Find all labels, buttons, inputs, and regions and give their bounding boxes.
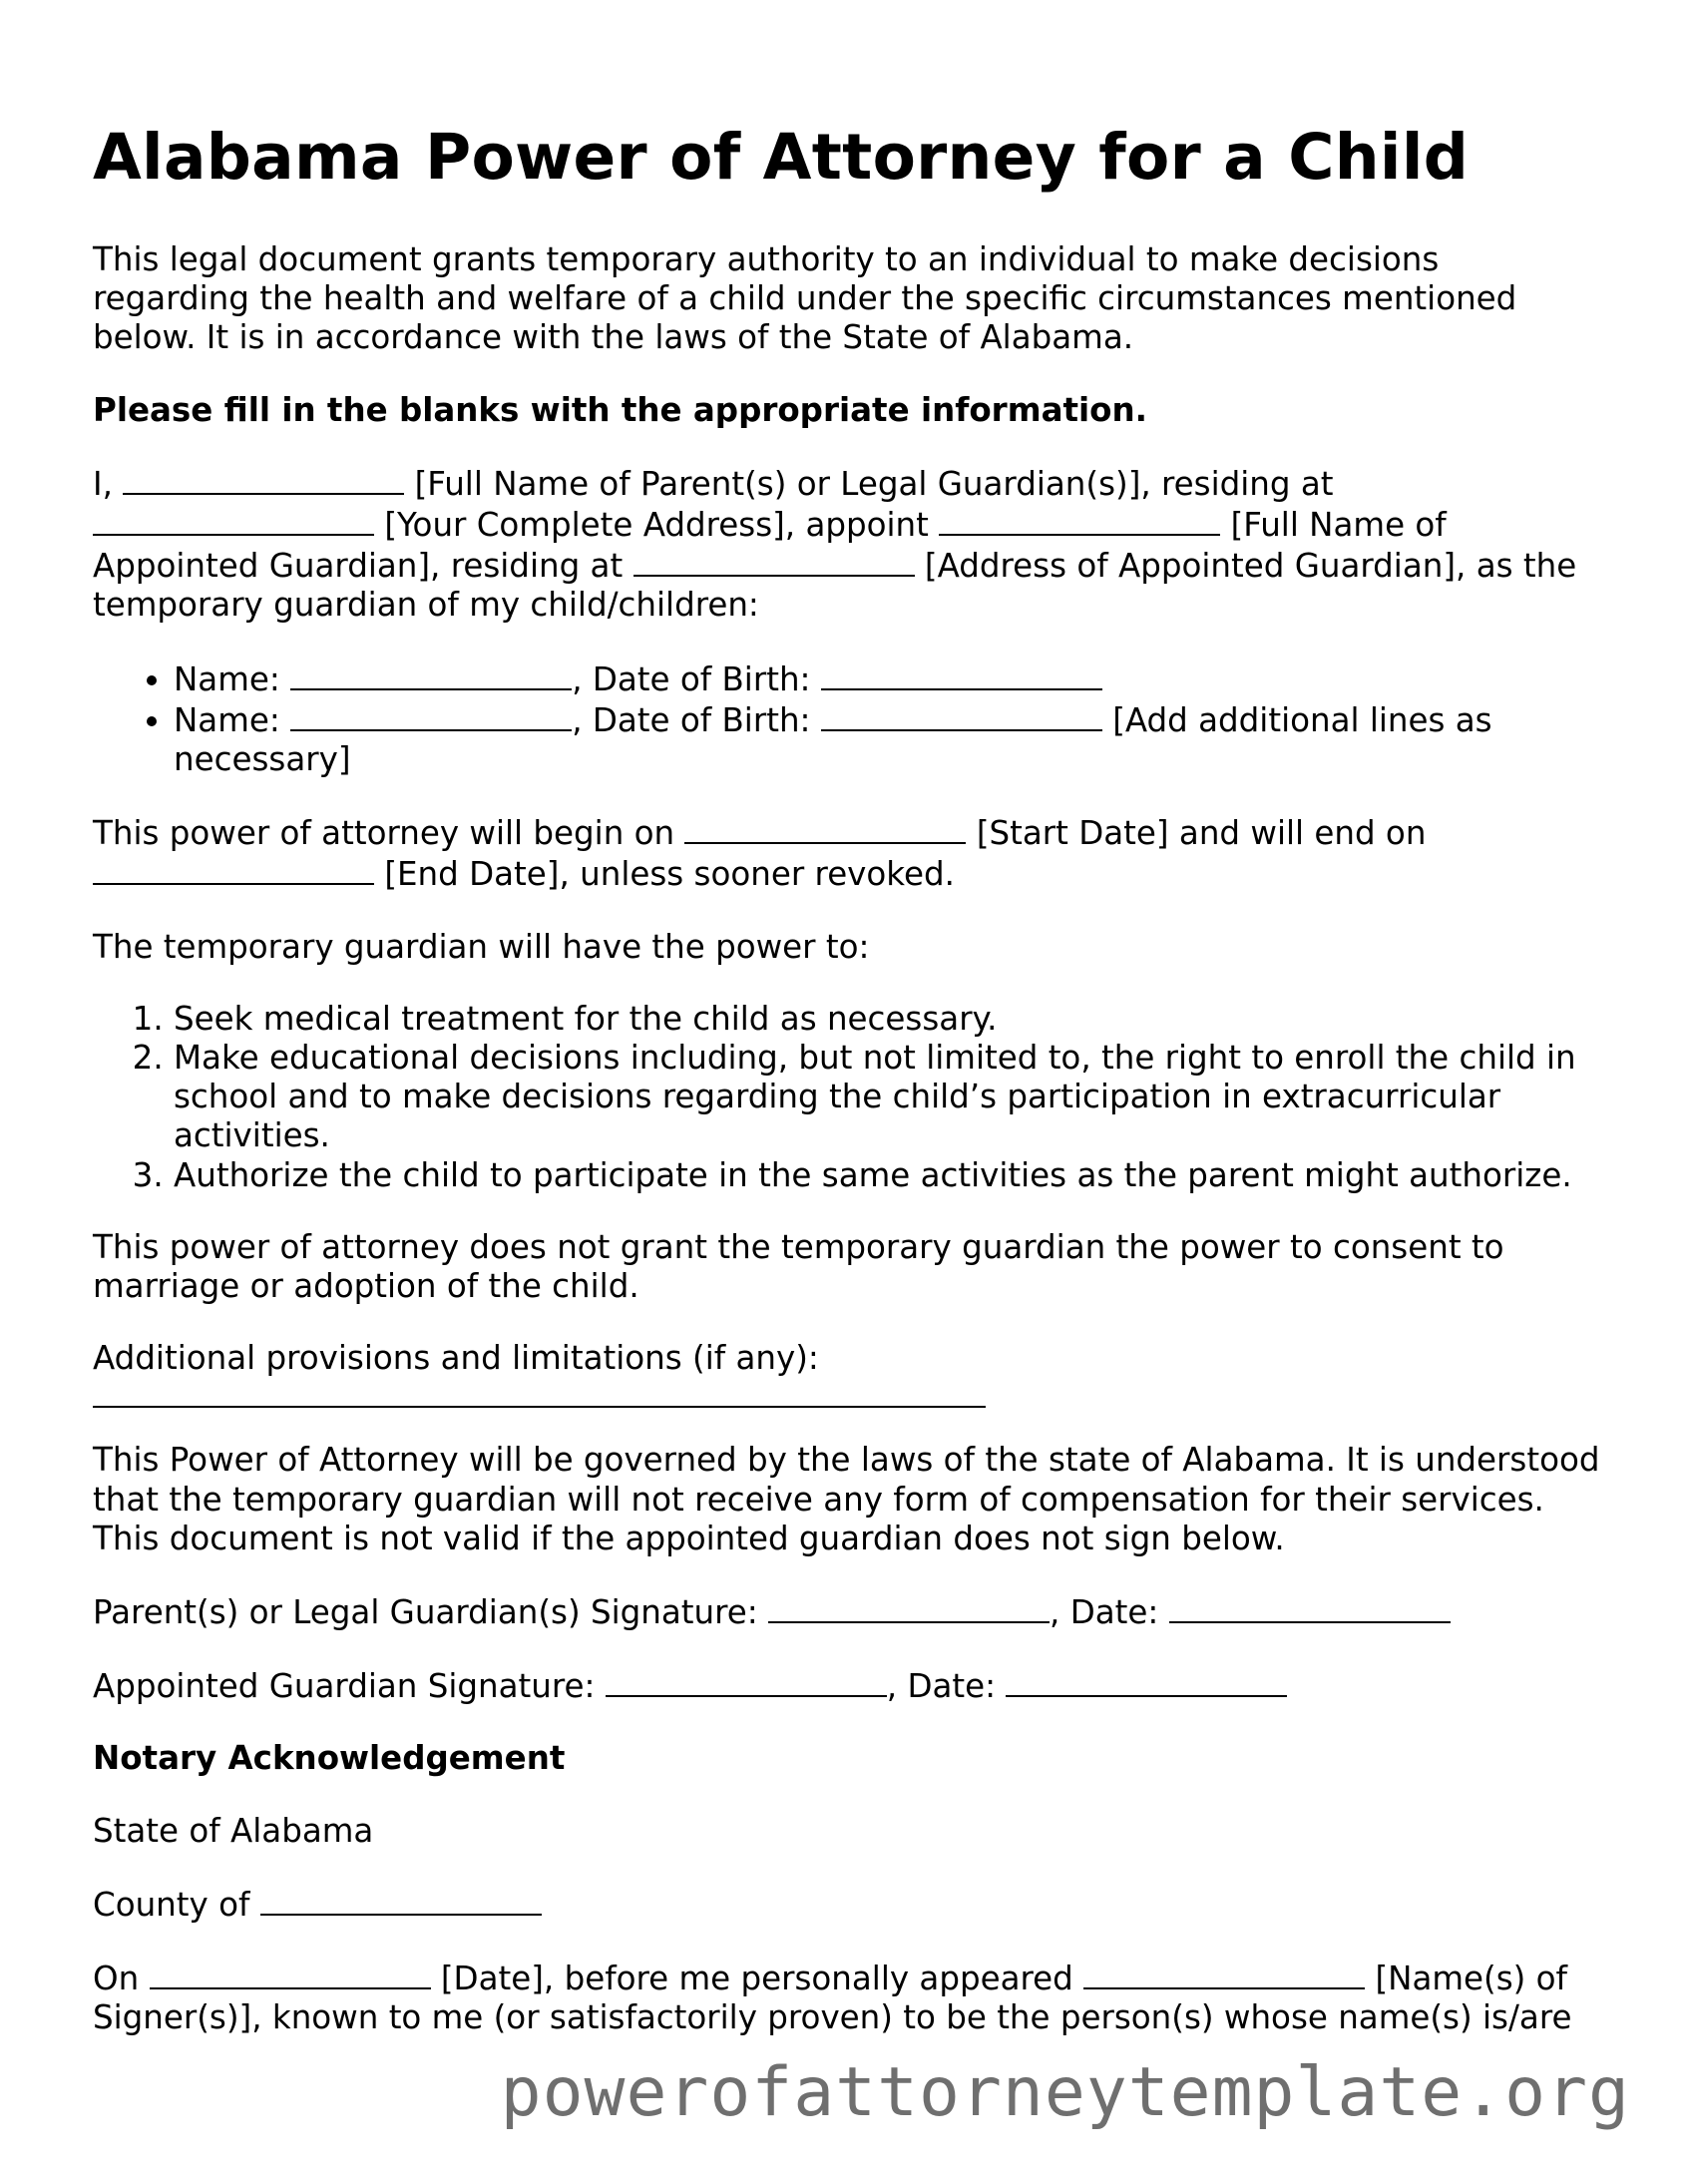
start-date-blank[interactable] bbox=[684, 812, 966, 844]
child-1-name-blank[interactable] bbox=[290, 658, 572, 690]
site-watermark: powerofattorneytemplate.org bbox=[500, 2053, 1630, 2132]
powers-list bbox=[93, 1000, 1604, 1195]
end-date-blank[interactable] bbox=[93, 853, 374, 885]
parent-date-blank[interactable] bbox=[1169, 1591, 1451, 1623]
guardian-name-blank[interactable] bbox=[939, 504, 1220, 536]
term-text-3: [End Date], unless sooner revoked. bbox=[384, 855, 955, 894]
appointment-text-4: [Full Name of Appointed Guardian], residing at bbox=[93, 506, 1447, 586]
list-item: 1. Seek medical treatment for the child as necessary. bbox=[174, 1000, 1604, 1039]
notary-state: State of Alabama bbox=[93, 1811, 374, 1850]
additional-provisions-label: Additional provisions and limitations (if any): bbox=[93, 1339, 819, 1378]
page-title: Alabama Power of Attorney for a Child bbox=[93, 121, 1470, 194]
powers-intro: The temporary guardian will have the power to: bbox=[93, 927, 870, 966]
parent-address-blank[interactable] bbox=[93, 504, 374, 536]
instruction-text: Please fill in the blanks with the appropriate information. bbox=[93, 390, 1147, 429]
document-page bbox=[93, 118, 1604, 2038]
county-label: County of bbox=[93, 1885, 250, 1924]
child-2-name-blank[interactable] bbox=[290, 699, 572, 731]
limitation-paragraph: This power of attorney does not grant the temporary guardian the power to consent to marriage or adoption of the child. bbox=[93, 1227, 1504, 1306]
list-item: 3. Authorize the child to participate in the same activities as the parent might authorize. bbox=[174, 1156, 1604, 1195]
notary-date-blank[interactable] bbox=[150, 1958, 431, 1989]
appointment-paragraph bbox=[93, 463, 1604, 626]
appointment-text-1: I, bbox=[93, 464, 113, 503]
parent-signature-line bbox=[93, 1591, 1604, 1632]
parent-signature-label: Parent(s) or Legal Guardian(s) Signature: bbox=[93, 1593, 758, 1632]
notary-text-2: [Date], before me personally appeared bbox=[440, 1960, 1073, 1998]
notary-county-line bbox=[93, 1884, 1604, 1925]
notary-appearance-paragraph bbox=[93, 1958, 1604, 2037]
guardian-signature-label: Appointed Guardian Signature: bbox=[93, 1667, 596, 1706]
term-text-2: [Start Date] and will end on bbox=[976, 814, 1427, 853]
parent-signature-blank[interactable] bbox=[768, 1591, 1050, 1623]
notary-text-3: [Name(s) of Signer(s)], known to me (or satisfactorily proven) to be the person(s) whose name(s) is/are bbox=[93, 1960, 1572, 2037]
governing-paragraph: This Power of Attorney will be governed by the laws of the state of Alabama. It is understood that the temporary guardian will not receive any form of compensation for their services. This document is not valid if the appointed guardian does not sign below. bbox=[93, 1441, 1600, 1557]
child-1-dob-blank[interactable] bbox=[821, 658, 1102, 690]
children-list bbox=[93, 658, 1604, 780]
notary-heading: Notary Acknowledgement bbox=[93, 1739, 566, 1778]
parent-date-label: , Date: bbox=[1050, 1593, 1159, 1632]
list-item bbox=[174, 658, 1604, 699]
child-name-label: Name: bbox=[174, 659, 280, 698]
child-dob-label: , Date of Birth: bbox=[572, 700, 811, 739]
guardian-signature-line bbox=[93, 1665, 1604, 1706]
intro-paragraph: This legal document grants temporary authority to an individual to make decisions regarding the health and welfare of a child under the specific circumstances mentioned below. It is in accordance with the laws of the State of Alabama. bbox=[93, 240, 1517, 357]
list-item bbox=[174, 699, 1604, 779]
signer-names-blank[interactable] bbox=[1083, 1958, 1365, 1989]
guardian-date-label: , Date: bbox=[886, 1667, 997, 1706]
guardian-address-blank[interactable] bbox=[633, 545, 915, 577]
child-2-dob-blank[interactable] bbox=[821, 699, 1102, 731]
guardian-date-blank[interactable] bbox=[1006, 1665, 1287, 1697]
appointment-text-3: [Your Complete Address], appoint bbox=[384, 506, 929, 545]
term-text-1: This power of attorney will begin on bbox=[93, 814, 675, 853]
parent-name-blank[interactable] bbox=[123, 463, 404, 495]
guardian-signature-blank[interactable] bbox=[606, 1665, 887, 1697]
notary-on-label: On bbox=[93, 1960, 140, 1998]
county-blank[interactable] bbox=[260, 1884, 542, 1916]
additional-lines-note: [Add additional lines as necessary] bbox=[174, 700, 1492, 779]
appointment-text-5: [Address of Appointed Guardian], as the temporary guardian of my child/children: bbox=[93, 547, 1577, 625]
term-paragraph bbox=[93, 812, 1604, 894]
appointment-text-2: [Full Name of Parent(s) or Legal Guardian(s)], residing at bbox=[414, 464, 1334, 503]
child-name-label: Name: bbox=[174, 700, 280, 739]
list-item: 2. Make educational decisions including, but not limited to, the right to enroll the child in school and to make decisions regarding the child’s participation in extracurricular activities. bbox=[174, 1039, 1604, 1156]
additional-provisions-blank[interactable] bbox=[93, 1378, 986, 1408]
child-dob-label: , Date of Birth: bbox=[572, 659, 811, 698]
